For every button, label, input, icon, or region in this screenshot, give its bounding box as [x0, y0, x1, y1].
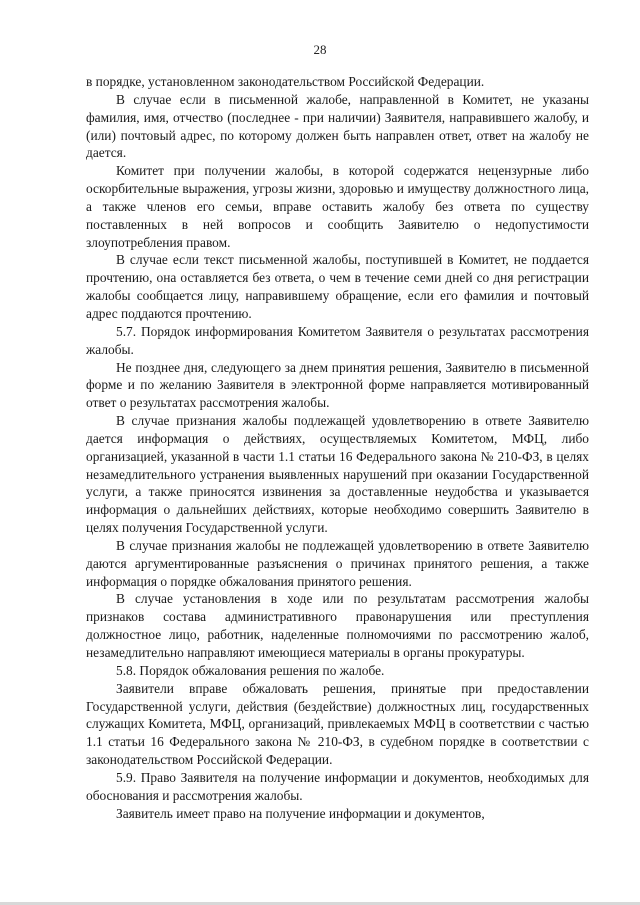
- paragraph-offense-referral: В случае установления в ходе или по результатам рассмотрения жалобы признаков состава административного правонарушения или преступления должностное лицо, работник, наделенные полномочиями по рассмотрению жалоб, незамедлительно направляют имеющиеся материалы в органы прокуратуры.: [86, 591, 589, 660]
- paragraph-continuation: в порядке, установленном законодательством Российской Федерации.: [86, 74, 485, 89]
- paragraph-offensive-complaint: Комитет при получении жалобы, в которой содержатся нецензурные либо оскорбительные выражения, угрозы жизни, здоровью и имуществу должностного лица, а также членов его семьи, вправе оставить жалобу без ответа по существу поставленных в ней вопросов и сообщить Заявителю о недопустимости злоупотребления правом.: [86, 163, 589, 250]
- paragraph-court-appeal: Заявители вправе обжаловать решения, принятые при предоставлении Государственной услуги, действия (бездействие) должностных лиц, государственных служащих Комитета, МФЦ, организаций, привлекаемых МФЦ в соответствии с частью 1.1 статьи 16 Федерального закона № 210-ФЗ, в судебном порядке в соответствии с законодательством Российской Федерации.: [86, 680, 589, 768]
- paragraph-illegible-complaint: В случае если текст письменной жалобы, поступившей в Комитет, не поддается прочтению, она оставляется без ответа, о чем в течение семи дней со дня регистрации жалобы сообщается лицу, направившему обращение, если его фамилия и почтовый адрес поддаются прочтению.: [86, 252, 589, 321]
- paragraph-response-deadline: Не позднее дня, следующего за днем принятия решения, Заявителю в письменной форме и по желанию Заявителя в электронной форме направляется мотивированный ответ о результатах рассмотрения жалобы.: [86, 359, 589, 411]
- section-heading-5-9: 5.9. Право Заявителя на получение информации и документов, необходимых для обоснования и рассмотрения жалобы.: [86, 769, 589, 803]
- paragraph-information-right: Заявитель имеет право на получение информации и документов,: [116, 805, 485, 821]
- section-heading-5-8: 5.8. Порядок обжалования решения по жалобе.: [116, 662, 385, 678]
- document-body: [86, 73, 589, 822]
- paragraph-unidentified-complaint: В случае если в письменной жалобе, направленной в Комитет, не указаны фамилия, имя, отчество (последнее - при наличии) Заявителя, направившего жалобу, и (или) почтовый адрес, по которому должен быть направлен ответ, ответ на жалобу не дается.: [86, 91, 589, 161]
- section-heading-5-7: 5.7. Порядок информирования Комитетом Заявителя о результатах рассмотрения жалобы.: [86, 323, 589, 357]
- paragraph-complaint-satisfied: В случае признания жалобы подлежащей удовлетворению в ответе Заявителю дается информация о действиях, осуществляемых Комитетом, МФЦ, либо организацией, указанной в части 1.1 статьи 16 Федерального закона № 210-ФЗ, в целях незамедлительного устранения выявленных нарушений при оказании Государственной услуги, а также приносятся извинения за доставленные неудобства и указывается информация о дальнейших действиях, которые необходимо совершить Заявителю в целях получения Государственной услуги.: [86, 413, 589, 536]
- paragraph-complaint-rejected: В случае признания жалобы не подлежащей удовлетворению в ответе Заявителю даются аргументированные разъяснения о причинах принятого решения, а также информация о порядке обжалования принятого решения.: [86, 537, 589, 589]
- page-number: 28: [313, 42, 327, 57]
